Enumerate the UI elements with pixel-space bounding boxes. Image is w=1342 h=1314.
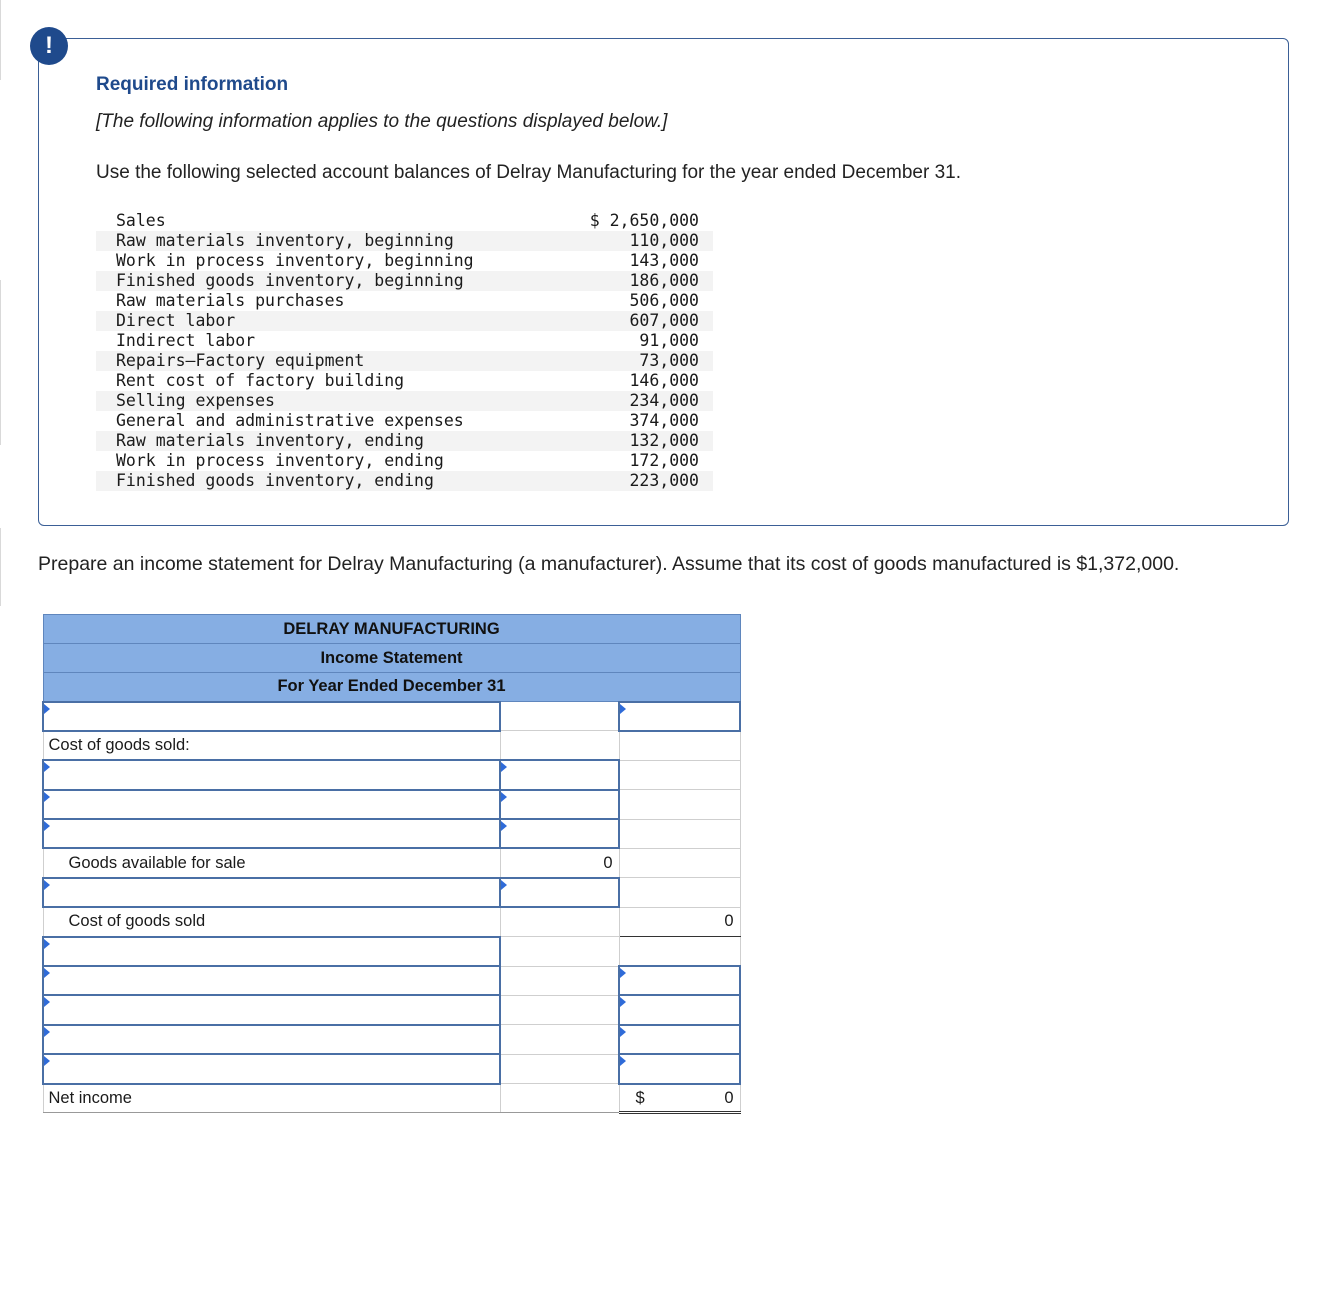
- dropdown-arrow-icon: [501, 821, 507, 831]
- required-information-box: [38, 38, 1289, 526]
- amount-input[interactable]: [619, 702, 740, 731]
- account-select[interactable]: [43, 702, 500, 731]
- balance-row: Raw materials purchases 506,000: [116, 291, 699, 310]
- amount-input[interactable]: [500, 819, 619, 848]
- question-prompt: Prepare an income statement for Delray Manufacturing (a manufacturer). Assume that its cost of goods manufactured is $1,372,000.: [38, 553, 1180, 575]
- dropdown-arrow-icon: [44, 997, 50, 1007]
- table-row: [43, 702, 740, 731]
- amount-input[interactable]: [619, 966, 740, 995]
- amount-input[interactable]: [619, 995, 740, 1024]
- table-row: [43, 907, 740, 936]
- table-row: [43, 760, 740, 789]
- amount-cell: [500, 1025, 619, 1054]
- income-statement-table: [42, 614, 741, 1114]
- account-select[interactable]: [43, 1054, 500, 1083]
- cogs-value: 0: [619, 907, 740, 936]
- amount-cell: [619, 848, 740, 877]
- account-select[interactable]: [43, 937, 500, 966]
- dropdown-arrow-icon: [620, 997, 626, 1007]
- info-title: Required information: [96, 74, 289, 95]
- left-edge-line: [0, 0, 1, 80]
- amount-cell: [500, 937, 619, 966]
- account-select[interactable]: [43, 966, 500, 995]
- account-select[interactable]: [43, 995, 500, 1024]
- account-select[interactable]: [43, 1025, 500, 1054]
- net-income-label: Net income: [43, 1084, 500, 1113]
- dropdown-arrow-icon: [501, 792, 507, 802]
- net-income-currency: $: [635, 1088, 645, 1107]
- statement-company: DELRAY MANUFACTURING: [43, 615, 740, 644]
- amount-cell: [500, 995, 619, 1024]
- statement-title: Income Statement: [43, 644, 740, 673]
- amount-input[interactable]: [500, 760, 619, 789]
- dropdown-arrow-icon: [620, 968, 626, 978]
- amount-cell: [619, 937, 740, 966]
- statement-period: For Year Ended December 31: [43, 673, 740, 702]
- table-row: [43, 790, 740, 819]
- balance-row: Selling expenses 234,000: [96, 391, 713, 411]
- balance-row: Finished goods inventory, ending 223,000: [96, 471, 713, 491]
- dropdown-arrow-icon: [44, 792, 50, 802]
- table-row: [43, 878, 740, 907]
- net-income-value: 0: [724, 1088, 734, 1107]
- cogs-header-label: Cost of goods sold:: [43, 731, 500, 760]
- net-income-cell: [619, 1084, 740, 1113]
- dropdown-arrow-icon: [620, 1027, 626, 1037]
- amount-input[interactable]: [500, 878, 619, 907]
- account-select[interactable]: [43, 878, 500, 907]
- amount-input[interactable]: [500, 790, 619, 819]
- table-row: [43, 731, 740, 760]
- net-income-wrap: [620, 1089, 734, 1108]
- table-row: [43, 1025, 740, 1054]
- balance-row: General and administrative expenses 374,000: [116, 411, 699, 430]
- amount-cell: [500, 702, 619, 731]
- left-edge-line: [0, 528, 1, 606]
- table-row: [43, 1084, 740, 1113]
- amount-input[interactable]: [619, 1025, 740, 1054]
- table-row: [43, 966, 740, 995]
- table-row: [43, 819, 740, 848]
- amount-cell: [500, 1084, 619, 1113]
- dropdown-arrow-icon: [44, 821, 50, 831]
- dropdown-arrow-icon: [620, 704, 626, 714]
- dropdown-arrow-icon: [501, 880, 507, 890]
- balance-row: Raw materials inventory, ending 132,000: [96, 431, 713, 451]
- balance-row: Repairs—Factory equipment 73,000: [96, 351, 713, 371]
- account-balances-table: [96, 211, 713, 491]
- amount-cell: [619, 819, 740, 848]
- amount-cell: [500, 731, 619, 760]
- table-row: [43, 937, 740, 966]
- balance-row: Rent cost of factory building 146,000: [116, 371, 699, 390]
- amount-cell: [619, 878, 740, 907]
- account-select[interactable]: [43, 819, 500, 848]
- dropdown-arrow-icon: [44, 704, 50, 714]
- balance-row: Raw materials inventory, beginning 110,000: [96, 231, 713, 251]
- amount-input[interactable]: [619, 1054, 740, 1083]
- balance-row: Indirect labor 91,000: [116, 331, 699, 350]
- account-select[interactable]: [43, 760, 500, 789]
- balance-row: Direct labor 607,000: [96, 311, 713, 331]
- balance-row: Work in process inventory, beginning 143,000: [116, 251, 699, 270]
- amount-cell: [500, 966, 619, 995]
- table-row: [43, 1054, 740, 1083]
- dropdown-arrow-icon: [44, 939, 50, 949]
- balance-row: Work in process inventory, ending 172,000: [116, 451, 699, 470]
- info-intro: Use the following selected account balances of Delray Manufacturing for the year ended December 31.: [96, 162, 961, 183]
- goods-available-value: 0: [500, 848, 619, 877]
- balance-row: Finished goods inventory, beginning 186,000: [96, 271, 713, 291]
- cogs-label: Cost of goods sold: [43, 907, 500, 936]
- amount-cell: [500, 1054, 619, 1083]
- amount-cell: [500, 907, 619, 936]
- dropdown-arrow-icon: [620, 1056, 626, 1066]
- left-edge-line: [0, 280, 1, 445]
- dropdown-arrow-icon: [44, 968, 50, 978]
- dropdown-arrow-icon: [44, 1056, 50, 1066]
- table-row: [43, 848, 740, 877]
- dropdown-arrow-icon: [44, 880, 50, 890]
- account-select[interactable]: [43, 790, 500, 819]
- info-subtitle: [The following information applies to the questions displayed below.]: [96, 111, 668, 132]
- dropdown-arrow-icon: [44, 1027, 50, 1037]
- amount-cell: [619, 760, 740, 789]
- goods-available-label: Goods available for sale: [43, 848, 500, 877]
- dropdown-arrow-icon: [44, 762, 50, 772]
- balance-row: Sales $ 2,650,000: [116, 211, 699, 230]
- dropdown-arrow-icon: [501, 762, 507, 772]
- table-row: [43, 995, 740, 1024]
- alert-icon: !: [30, 27, 68, 65]
- amount-cell: [619, 790, 740, 819]
- amount-cell: [619, 731, 740, 760]
